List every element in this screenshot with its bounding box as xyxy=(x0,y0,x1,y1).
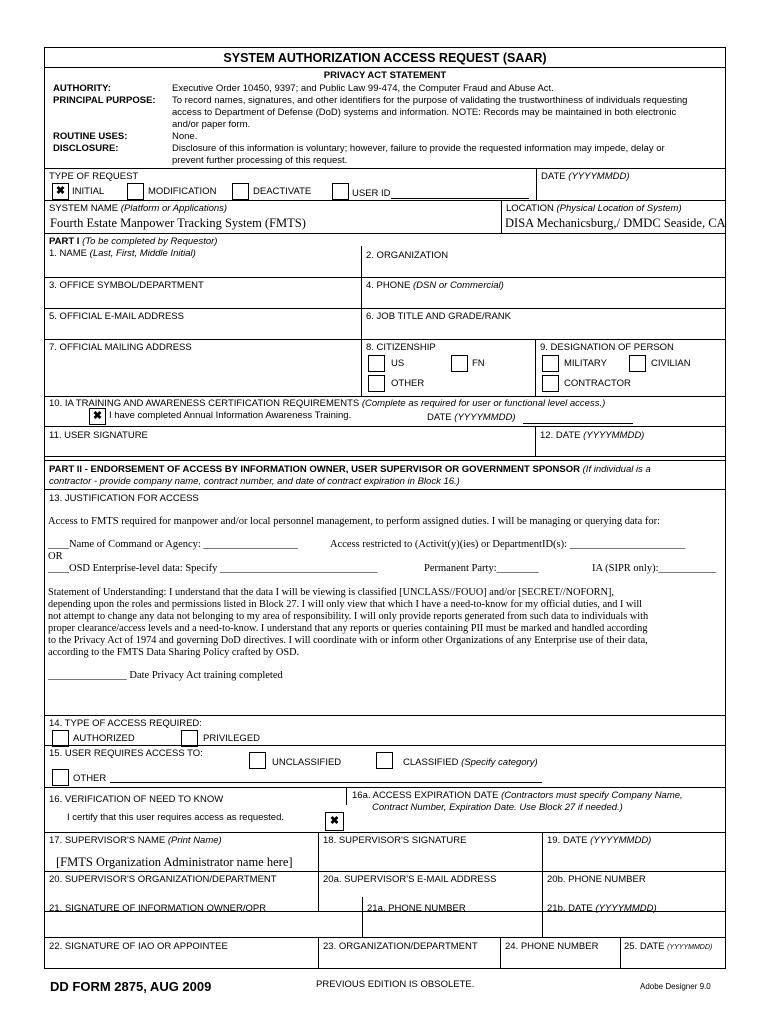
routine-text: None. xyxy=(172,131,198,142)
field-13-justification: 13. JUSTIFICATION FOR ACCESS xyxy=(49,493,199,504)
modification-checkbox[interactable] xyxy=(127,183,144,200)
initial-checkbox[interactable]: ✖ xyxy=(52,183,69,200)
civilian-label: CIVILIAN xyxy=(651,358,691,369)
need-to-know-checkbox[interactable]: ✖ xyxy=(325,812,344,831)
field-14-access-type: 14. TYPE OF ACCESS REQUIRED: xyxy=(49,718,202,729)
citizenship-fn-label: FN xyxy=(472,358,485,369)
ia-training-date-label: DATE (YYYYMMDD) xyxy=(427,412,516,423)
justification-line-1[interactable]: Access to FMTS required for manpower and/or local personnel management, to perform assigned duties. I will be managing or querying data for: xyxy=(48,516,661,527)
need-to-know-text: I certify that this user requires access as requested. xyxy=(67,812,285,823)
contractor-label: CONTRACTOR xyxy=(564,378,631,389)
unclassified-label: UNCLASSIFIED xyxy=(272,757,342,768)
justification-osd[interactable]: ____OSD Enterprise-level data: Specify ______________________________ xyxy=(48,563,378,574)
field-12-date: 12. DATE (YYYYMMDD) xyxy=(540,430,645,441)
access-other-checkbox[interactable] xyxy=(52,769,69,786)
field-25-date: 25. DATE (YYYYMMDD) xyxy=(624,941,713,952)
field-16-need-to-know: 16. VERIFICATION OF NEED TO KNOW xyxy=(49,794,224,805)
field-7-mailing: 7. OFFICIAL MAILING ADDRESS xyxy=(49,342,192,353)
field-20b-phone: 20b. PHONE NUMBER xyxy=(547,874,646,885)
purpose-text-3: and/or paper form. xyxy=(172,119,251,130)
privacy-training-date[interactable]: _______________ Date Privacy Act training completed xyxy=(48,670,283,681)
citizenship-fn-checkbox[interactable] xyxy=(451,355,468,372)
civilian-checkbox[interactable] xyxy=(629,355,646,372)
form-number: DD FORM 2875, AUG 2009 xyxy=(50,979,212,994)
sou-line-2: depending upon the roles and permissions listed in Block 27. I will only view that which I have a need-to-know for my official duties, and I will xyxy=(48,599,643,610)
field-20a-supervisor-email: 20a. SUPERVISOR'S E-MAIL ADDRESS xyxy=(323,874,497,885)
justification-or: OR xyxy=(48,551,63,562)
field-8-citizenship: 8. CITIZENSHIP xyxy=(366,342,436,353)
citizenship-other-checkbox[interactable] xyxy=(368,375,385,392)
military-label: MILITARY xyxy=(564,358,607,369)
supervisor-name-value[interactable]: [FMTS Organization Administrator name here] xyxy=(56,855,293,869)
justification-access[interactable]: Access restricted to (Activit(y)(ies) or DepartmentID(s): ______________________ xyxy=(330,539,686,550)
field-5-email: 5. OFFICIAL E-MAIL ADDRESS xyxy=(49,311,184,322)
part1-heading: PART I (To be completed by Requestor) xyxy=(49,236,218,247)
citizenship-us-checkbox[interactable] xyxy=(368,355,385,372)
ia-training-text: I have completed Annual Information Awareness Training. xyxy=(109,410,352,421)
military-checkbox[interactable] xyxy=(542,355,559,372)
previous-edition-note: PREVIOUS EDITION IS OBSOLETE. xyxy=(316,979,475,990)
field-15-requires-access: 15. USER REQUIRES ACCESS TO: xyxy=(49,748,203,759)
field-11-user-signature: 11. USER SIGNATURE xyxy=(49,430,148,441)
sou-line-1: Statement of Understanding: I understand that the data I will be viewing is classified [UNCLASS//FOUO] and/or [SECRET//NOFORN], xyxy=(48,587,614,598)
sou-line-5: to the Privacy Act of 1974 and governing DoD directives. I will coordinate with or inform other Organizations of any Enterprise use of their data, xyxy=(48,635,648,646)
field-3-office: 3. OFFICE SYMBOL/DEPARTMENT xyxy=(49,280,204,291)
deactivate-checkbox[interactable] xyxy=(232,183,249,200)
sou-line-4: proper clearance/access levels and a need-to-know. I understand that any reports or queries containing PII must be marked and handled according xyxy=(48,623,648,634)
routine-label: ROUTINE USES: xyxy=(53,131,128,142)
disclosure-text-2: prevent further processing of this request. xyxy=(172,155,348,166)
deactivate-label: DEACTIVATE xyxy=(253,186,312,197)
userid-checkbox[interactable] xyxy=(332,183,349,200)
field-9-designation: 9. DESIGNATION OF PERSON xyxy=(540,342,674,353)
field-21b-date: 21b. DATE (YYYYMMDD) xyxy=(547,903,657,914)
system-name-label: SYSTEM NAME (Platform or Applications) xyxy=(49,203,228,214)
access-other-label: OTHER xyxy=(73,773,107,784)
authorized-label: AUTHORIZED xyxy=(73,733,135,744)
justification-ia-sipr[interactable]: IA (SIPR only):___________ xyxy=(592,563,717,574)
field-10-ia-training: 10. IA TRAINING AND AWARENESS CERTIFICATION REQUIREMENTS (Complete as required for user or functional level access.) xyxy=(49,398,606,409)
field-22-iao-signature: 22. SIGNATURE OF IAO OR APPOINTEE xyxy=(49,941,228,952)
userid-label: USER ID xyxy=(352,188,391,199)
field-18-supervisor-signature: 18. SUPERVISOR'S SIGNATURE xyxy=(323,835,467,846)
field-21a-phone: 21a. PHONE NUMBER xyxy=(367,903,466,914)
part2-heading: PART II - ENDORSEMENT OF ACCESS BY INFORMATION OWNER, USER SUPERVISOR OR GOVERNMENT SPONSOR (If individual is a xyxy=(49,464,651,475)
field-1-name: 1. NAME (Last, First, Middle Initial) xyxy=(49,248,196,259)
purpose-text-1: To record names, signatures, and other identifiers for the purpose of validating the trustworthiness of individuals requesting xyxy=(172,95,688,106)
classified-label: CLASSIFIED (Specify category) xyxy=(403,757,538,768)
citizenship-other-label: OTHER xyxy=(391,378,425,389)
field-6-job-title: 6. JOB TITLE AND GRADE/RANK xyxy=(366,311,512,322)
purpose-text-2: access to Department of Defense (DoD) systems and information. NOTE: Records may be maintained in both electronic xyxy=(172,107,677,118)
field-21-owner-signature: 21. SIGNATURE OF INFORMATION OWNER/OPR xyxy=(49,903,267,914)
disclosure-text-1: Disclosure of this information is voluntary; however, failure to provide the requested information may impede, delay or xyxy=(172,143,665,154)
field-24-phone: 24. PHONE NUMBER xyxy=(505,941,599,952)
field-4-phone: 4. PHONE (DSN or Commercial) xyxy=(366,280,504,291)
contractor-checkbox[interactable] xyxy=(542,375,559,392)
form-title: SYSTEM AUTHORIZATION ACCESS REQUEST (SAAR) xyxy=(223,51,547,65)
type-of-request-label: TYPE OF REQUEST xyxy=(49,171,139,182)
expiration-hint: Contract Number, Expiration Date. Use Block 27 if needed.) xyxy=(372,802,623,813)
citizenship-us-label: US xyxy=(391,358,405,369)
modification-label: MODIFICATION xyxy=(148,186,217,197)
field-19-date: 19. DATE (YYYYMMDD) xyxy=(547,835,652,846)
classified-checkbox[interactable] xyxy=(376,752,393,769)
request-date-label: DATE (YYYYMMDD) xyxy=(541,171,630,182)
sou-line-3: not attempt to change any data not belonging to my area of responsibility. I will only provide reports generated from such data to individuals with xyxy=(48,611,649,622)
privacy-heading: PRIVACY ACT STATEMENT xyxy=(323,70,447,81)
authority-text: Executive Order 10450, 9397; and Public Law 99-474, the Computer Fraud and Abuse Act. xyxy=(172,83,554,94)
disclosure-label: DISCLOSURE: xyxy=(53,143,119,154)
system-name-value[interactable]: Fourth Estate Manpower Tracking System (FMTS) xyxy=(50,216,306,230)
location-label: LOCATION (Physical Location of System) xyxy=(506,203,682,214)
unclassified-checkbox[interactable] xyxy=(249,752,266,769)
initial-label: INITIAL xyxy=(72,186,105,197)
authority-label: AUTHORITY: xyxy=(53,83,111,94)
justification-permanent[interactable]: Permanent Party:________ xyxy=(424,563,539,574)
location-value[interactable]: DISA Mechanicsburg,/ DMDC Seaside, CA xyxy=(505,216,726,230)
field-20-supervisor-org: 20. SUPERVISOR'S ORGANIZATION/DEPARTMENT xyxy=(49,874,277,885)
field-16a-expiration: 16a. ACCESS EXPIRATION DATE (Contractors must specify Company Name, xyxy=(352,790,683,801)
field-2-organization: 2. ORGANIZATION xyxy=(366,250,449,261)
field-17-supervisor-name: 17. SUPERVISOR'S NAME (Print Name) xyxy=(49,835,222,846)
purpose-label: PRINCIPAL PURPOSE: xyxy=(53,95,156,106)
software-note: Adobe Designer 9.0 xyxy=(640,982,711,991)
field-23-organization: 23. ORGANIZATION/DEPARTMENT xyxy=(323,941,478,952)
justification-command[interactable]: ____Name of Command or Agency: __________________ xyxy=(48,539,298,550)
part2-heading-hint: contractor - provide company name, contract number, and date of contract expiration in Block 16.) xyxy=(49,476,460,487)
sou-line-6: according to the FMTS Data Sharing Policy crafted by OSD. xyxy=(48,647,300,658)
ia-training-checkbox[interactable]: ✖ xyxy=(89,408,106,425)
privileged-label: PRIVILEGED xyxy=(203,733,261,744)
